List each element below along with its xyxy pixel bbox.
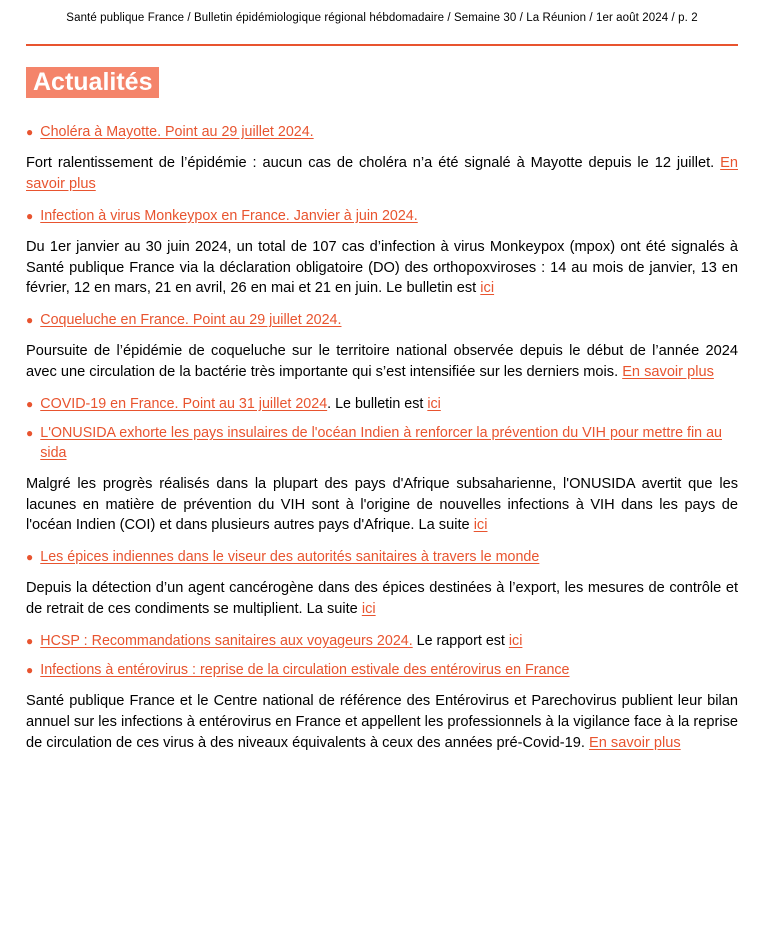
report-link[interactable]: ici <box>508 632 523 649</box>
list-item <box>26 311 738 383</box>
bullet-icon: ● <box>26 125 34 139</box>
news-item-list <box>26 123 738 753</box>
news-item-paragraph <box>26 341 738 382</box>
page-header-breadcrumb: Santé publique France / Bulletin épidémiologique régional hébdomadaire / Semaine 30 / La Réunion / 1er août 2024 / p. 2 <box>66 12 698 24</box>
list-item <box>26 395 738 414</box>
spacer <box>26 383 738 395</box>
news-item-heading[interactable] <box>26 395 738 414</box>
news-item-link-wrap <box>40 632 522 651</box>
news-item-link[interactable]: Coqueluche en France. Point au 29 juillet 2024. <box>40 312 342 329</box>
news-item-link[interactable]: Les épices indiennes dans le viseur des autorités sanitaires à travers le monde <box>40 548 540 565</box>
news-item-link[interactable]: HCSP : Recommandations sanitaires aux voyageurs 2024. <box>40 632 413 649</box>
spacer <box>26 620 738 632</box>
section-title-container <box>26 67 738 98</box>
news-item-heading[interactable] <box>26 207 738 226</box>
news-item-link[interactable]: COVID-19 en France. Point au 31 juillet 2024 <box>40 395 328 412</box>
spacer <box>26 299 738 311</box>
list-item <box>26 207 738 299</box>
bullet-icon: ● <box>26 633 34 648</box>
bulletin-link[interactable]: ici <box>427 395 441 412</box>
news-item-link[interactable]: Infections à entérovirus : reprise de la circulation estivale des entérovirus en France <box>40 662 570 678</box>
paragraph-text: Depuis la détection d’un agent cancérogène dans des épices destinées à l’export, les mesures de contrôle et de retrait de ces condiments se multiplient. La suite <box>26 580 738 617</box>
bullet-icon: ● <box>26 663 34 677</box>
news-item-heading[interactable] <box>26 548 738 567</box>
news-item-heading[interactable] <box>26 661 738 680</box>
read-more-link[interactable]: En savoir plus <box>26 155 738 193</box>
news-item-link[interactable]: Infection à virus Monkeypox en France. Janvier à juin 2024. <box>40 207 418 224</box>
news-item-heading[interactable] <box>26 311 738 330</box>
news-item-link[interactable]: L'ONUSIDA exhorte les pays insulaires de l'océan Indien à renforcer la prévention du VIH pour mettre fin au sida <box>40 425 722 461</box>
bullet-icon: ● <box>26 208 34 223</box>
bullet-icon: ● <box>26 426 34 441</box>
list-item <box>26 123 738 195</box>
bullet-icon: ● <box>26 313 34 328</box>
bullet-icon: ● <box>26 396 34 411</box>
paragraph-text: Santé publique France et le Centre national de référence des Entérovirus et Parechovirus publient leur bilan annuel sur les infections à entérovirus en France et appellent les professionnels à la vigilance face à la reprise de circulation de ces virus à des niveaux équivalents à ceux des années pré-Covid-19. <box>26 693 738 751</box>
news-item-heading[interactable] <box>26 123 738 142</box>
spacer <box>26 536 738 548</box>
news-item-link[interactable]: Choléra à Mayotte. Point au 29 juillet 2024. <box>40 124 314 140</box>
list-item <box>26 661 738 753</box>
list-item <box>26 632 738 651</box>
news-item-paragraph <box>26 153 738 194</box>
spacer <box>26 651 738 661</box>
paragraph-text: Du 1er janvier au 30 juin 2024, un total de 107 cas d’infection à virus Monkeypox (mpox) ont été signalés à Santé publique France via la déclaration obligatoire (DO) des orthopoxviroses : 14 au mois de janvier, 13 en février, 12 en mars, 21 en avril, 26 en mai et 21 en juin. Le bulletin est <box>26 239 738 297</box>
read-more-link[interactable]: ici <box>480 280 495 297</box>
paragraph-text: Fort ralentissement de l’épidémie : aucun cas de choléra n’a été signalé à Mayotte depuis le 12 juillet. <box>26 155 721 172</box>
news-item-heading[interactable] <box>26 632 738 651</box>
read-more-link[interactable]: ici <box>473 517 488 534</box>
news-item-paragraph <box>26 474 738 536</box>
list-item <box>26 548 738 620</box>
list-item <box>26 424 738 536</box>
news-item-heading[interactable] <box>26 424 738 463</box>
news-item-trailing-text: . Le bulletin est <box>327 395 428 412</box>
news-item-paragraph <box>26 578 738 619</box>
page-title: Actualités <box>26 67 159 98</box>
news-item-link-wrap <box>40 395 441 414</box>
spacer <box>26 195 738 207</box>
paragraph-text: Poursuite de l’épidémie de coqueluche sur le territoire national observée depuis le début de l’année 2024 avec une circulation de la bactérie très importante qui s’est intensifiée sur les derniers mois. <box>26 343 738 381</box>
paragraph-text: Malgré les progrès réalisés dans la plupart des pays d'Afrique subsaharienne, l'ONUSIDA avertit que les lacunes en matière de prévention du VIH sont à l'origine de nouvelles infections à VIH dans les pays de l'océan Indien (COI) et dans plusieurs autres pays d'Afrique. La suite <box>26 475 738 534</box>
news-item-trailing-text: Le rapport est <box>412 632 509 649</box>
read-more-link[interactable]: ici <box>361 600 376 617</box>
news-item-paragraph <box>26 691 738 753</box>
header-divider <box>26 44 738 46</box>
spacer <box>26 414 738 424</box>
read-more-link[interactable]: En savoir plus <box>622 364 714 381</box>
read-more-link[interactable]: En savoir plus <box>589 734 681 751</box>
bullet-icon: ● <box>26 549 34 564</box>
news-item-paragraph <box>26 237 738 299</box>
